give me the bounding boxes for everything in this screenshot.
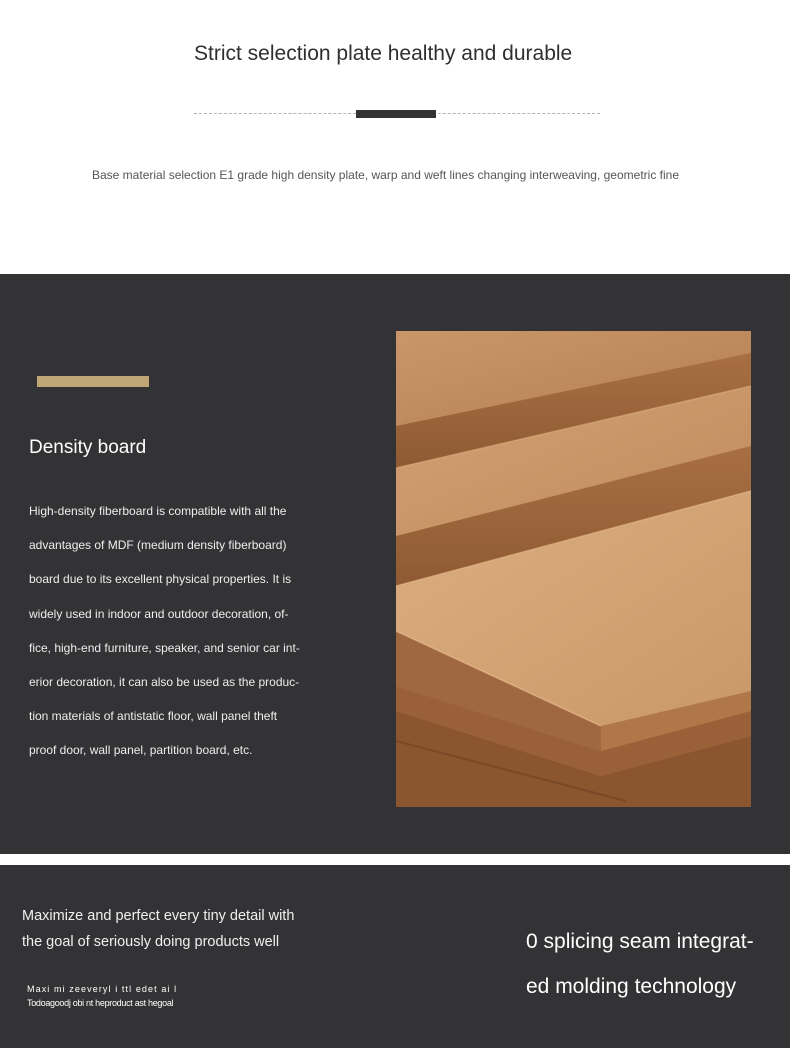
small-caption-line: Maxi mi zeeveryl i ttl edet ai l (27, 984, 178, 994)
detail-motto (22, 903, 294, 955)
fiberboard-photo (396, 331, 751, 807)
motto-line: Maximize and perfect every tiny detail with (22, 908, 295, 924)
description-line: tion materials of antistatic floor, wall panel theft (29, 709, 278, 724)
description-line: High-density fiberboard is compatible with all the (29, 504, 287, 518)
technology-headline (526, 919, 754, 1009)
density-board-title: Density board (29, 437, 147, 458)
heading-divider-bar (356, 110, 436, 118)
density-board-section (0, 274, 790, 854)
gold-accent-bar (37, 376, 149, 387)
section-heading: Strict selection plate healthy and durable (194, 42, 573, 65)
description-line: widely used in indoor and outdoor decoration, of- (29, 606, 289, 621)
technology-line: 0 splicing seam integrat- (526, 930, 754, 953)
section-subtitle: Base material selection E1 grade high density plate, warp and weft lines changing interweaving, geometric fine (92, 168, 680, 182)
fiberboard-stack-illustration (396, 331, 751, 807)
detail-section (0, 865, 790, 1048)
description-line: board due to its excellent physical properties. It is (29, 572, 292, 587)
motto-line: the goal of seriously doing products well (22, 934, 280, 950)
description-line: erior decoration, it can also be used as the produc- (29, 675, 300, 690)
intro-section (0, 0, 790, 274)
description-line: advantages of MDF (medium density fiberboard) (29, 538, 287, 553)
small-caption-line: Todoagoodj obi nt heproduct ast hegoal (27, 998, 174, 1008)
section-spacer (0, 854, 790, 865)
detail-small-caption (27, 982, 177, 1010)
density-board-description (29, 494, 319, 768)
technology-line: ed molding technology (526, 975, 737, 998)
description-line: fice, high-end furniture, speaker, and senior car int- (29, 640, 300, 655)
description-line: proof door, wall panel, partition board, etc. (29, 743, 253, 758)
